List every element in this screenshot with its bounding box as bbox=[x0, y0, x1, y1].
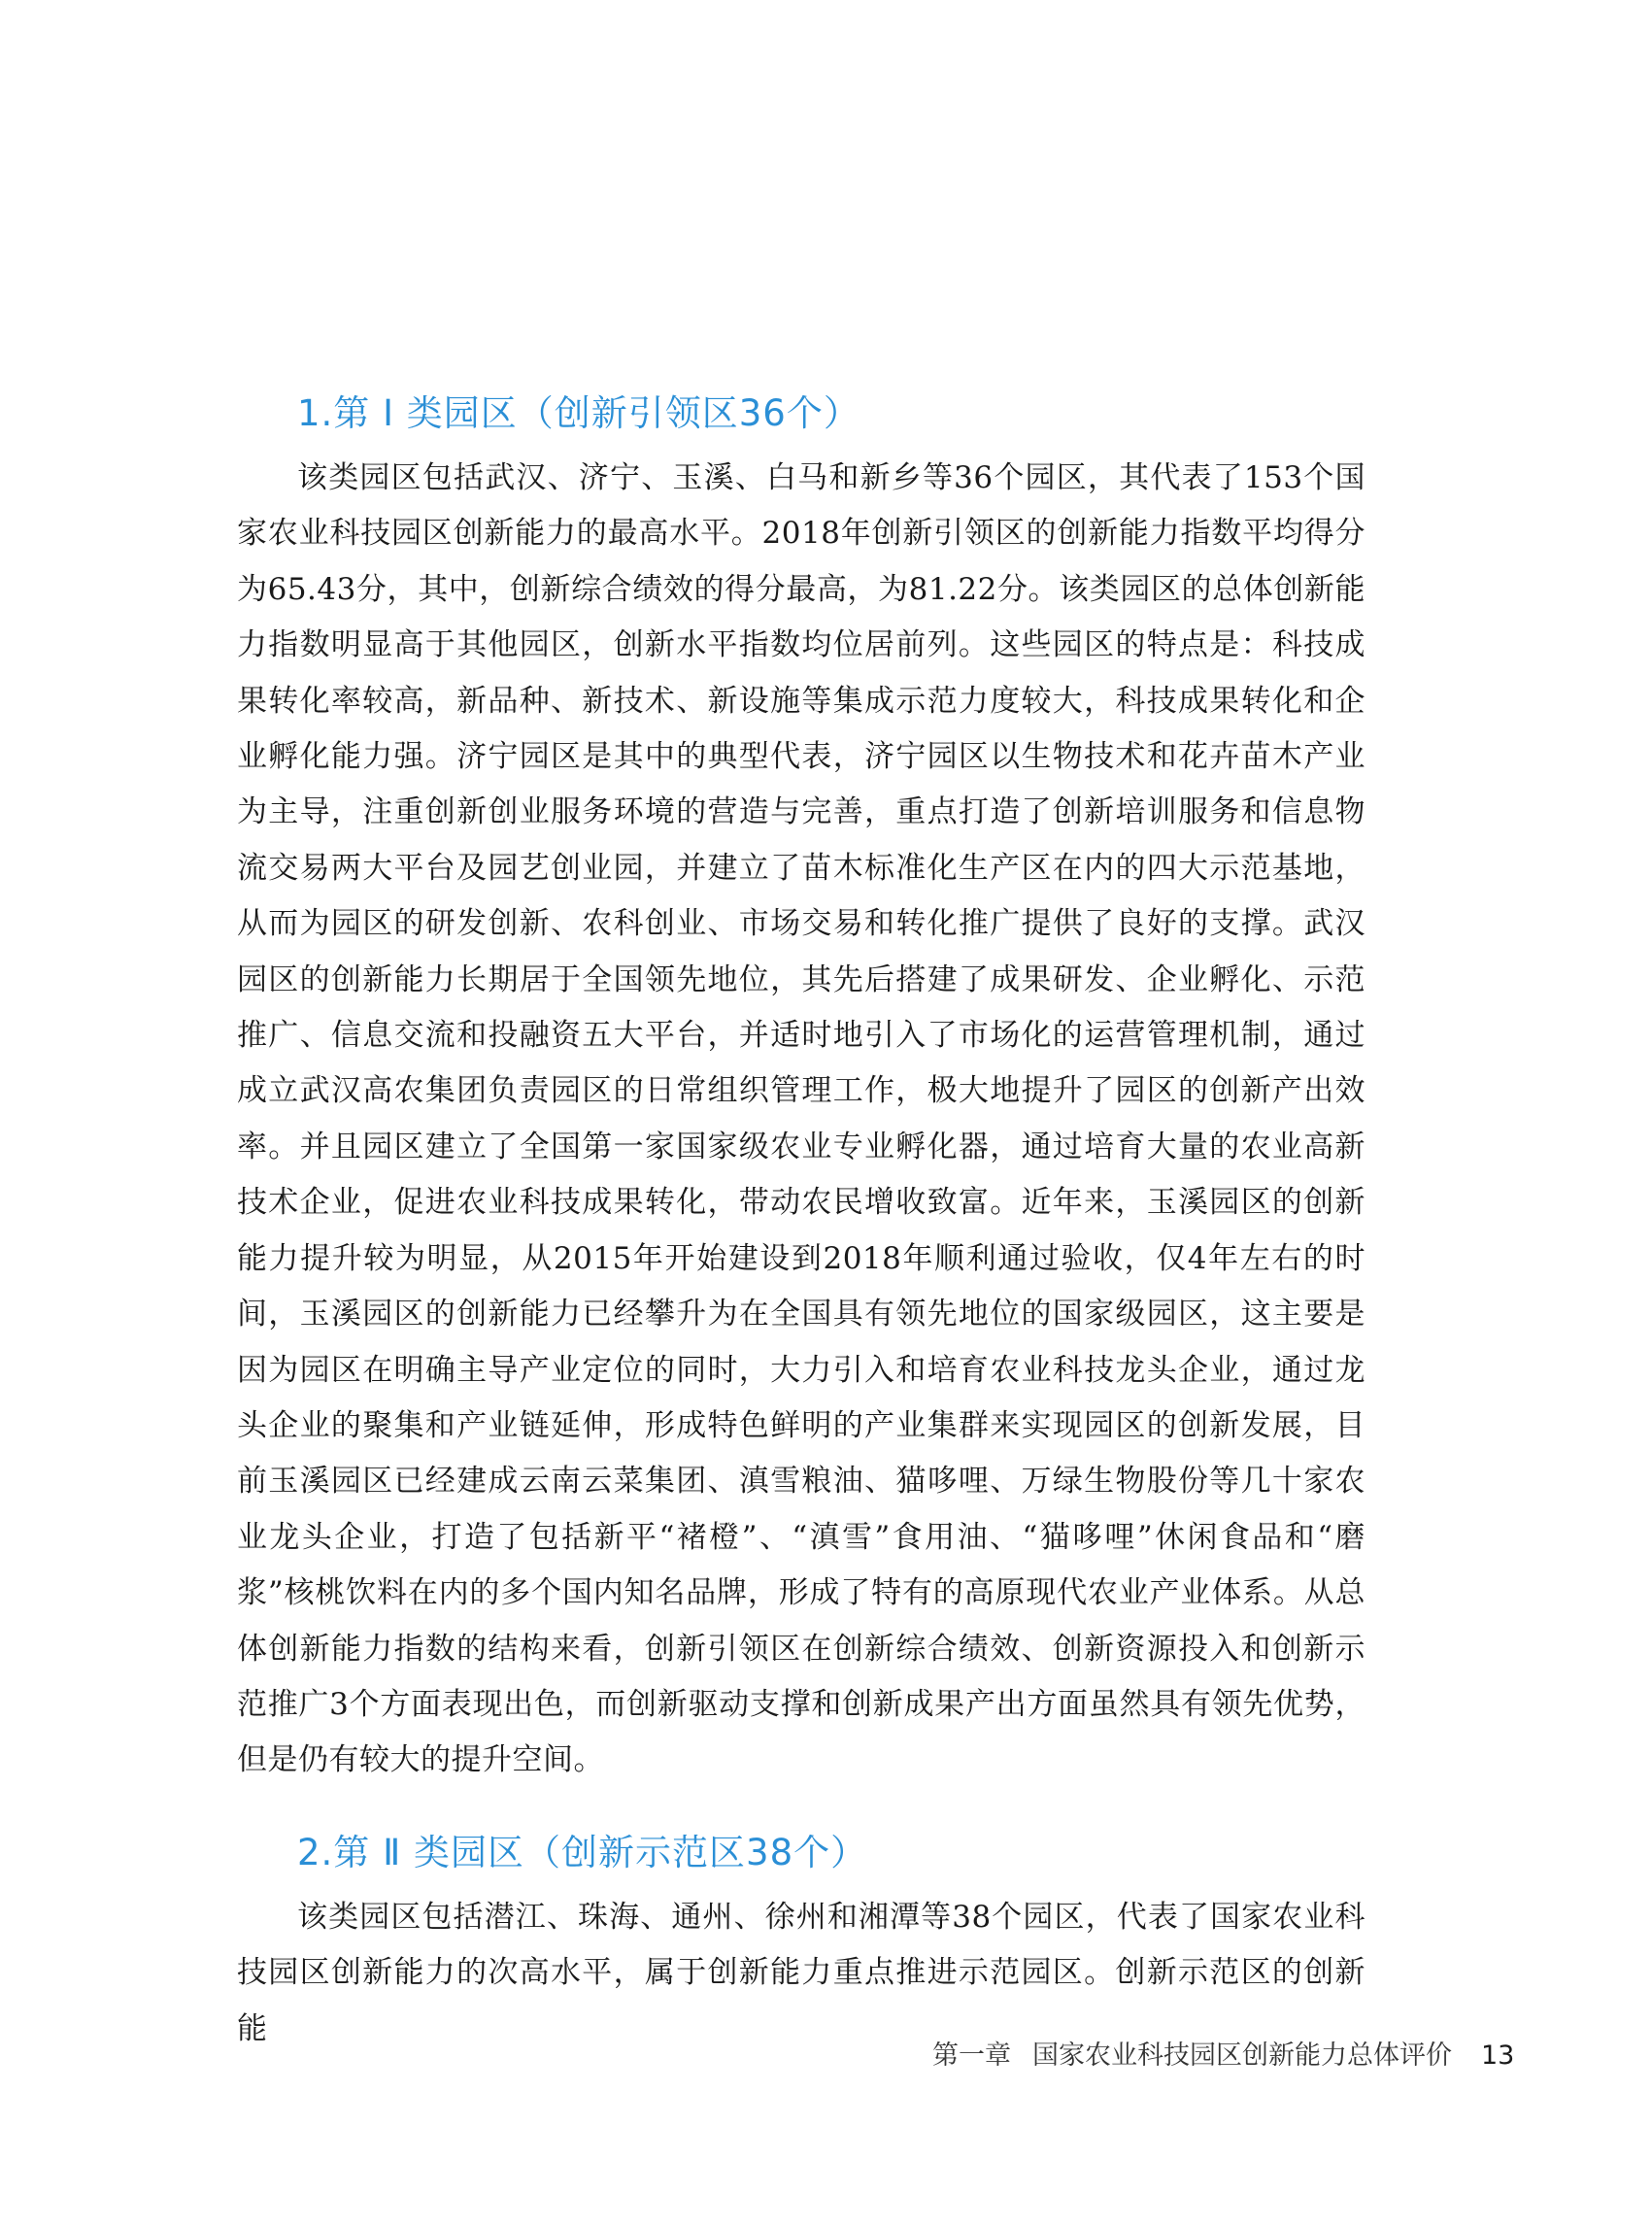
page-number: 13 bbox=[1481, 2040, 1515, 2071]
page-content bbox=[237, 387, 1365, 2057]
section-heading-2: 2.第 Ⅱ 类园区（创新示范区38个） bbox=[297, 1831, 868, 1873]
footer-title: 国家农业科技园区创新能力总体评价 bbox=[1032, 2040, 1452, 2071]
section-paragraph-1: 该类园区包括武汉、济宁、玉溪、白马和新乡等36个园区，其代表了153个国家农业科技园区创新能力的最高水平。2018年创新引领区的创新能力指数平均得分为65.43分，其中，创新综合绩效的得分最高，为81.22分。该类园区的总体创新能力指数明显高于其他园区，创新水平指数均位居前列。这些园区的特点是：科技成果转化率较高，新品种、新技术、新设施等集成示范力度较大，科技成果转化和企业孵化能力强。济宁园区是其中的典型代表，济宁园区以生物技术和花卉苗木产业为主导，注重创新创业服务环境的营造与完善，重点打造了创新培训服务和信息物流交易两大平台及园艺创业园，并建立了苗木标准化生产区在内的四大示范基地，从而为园区的研发创新、农科创业、市场交易和转化推广提供了良好的支撑。武汉园区的创新能力长期居于全国领先地位，其先后搭建了成果研发、企业孵化、示范推广、信息交流和投融资五大平台，并适时地引入了市场化的运营管理机制，通过成立武汉高农集团负责园区的日常组织管理工作，极大地提升了园区的创新产出效率。并且园区建立了全国第一家国家级农业专业孵化器，通过培育大量的农业高新技术企业，促进农业科技成果转化，带动农民增收致富。近年来，玉溪园区的创新能力提升较为明显，从2015年开始建设到2018年顺利通过验收，仅4年左右的时间，玉溪园区的创新能力已经攀升为在全国具有领先地位的国家级园区，这主要是因为园区在明确主导产业定位的同时，大力引入和培育农业科技龙头企业，通过龙头企业的聚集和产业链延伸，形成特色鲜明的产业集群来实现园区的创新发展，目前玉溪园区已经建成云南云菜集团、滇雪粮油、猫哆哩、万绿生物股份等几十家农业龙头企业，打造了包括新平“褚橙”、“滇雪”食用油、“猫哆哩”休闲食品和“磨浆”核桃饮料在内的多个国内知名品牌，形成了特有的高原现代农业产业体系。从总体创新能力指数的结构来看，创新引领区在创新综合绩效、创新资源投入和创新示范推广3个方面表现出色，而创新驱动支撑和创新成果产出方面虽然具有领先优势，但是仍有较大的提升空间。 bbox=[237, 460, 1365, 1778]
page-footer bbox=[932, 2034, 1514, 2072]
footer-chapter: 第一章 bbox=[932, 2040, 1011, 2071]
section-heading-1: 1.第 Ⅰ 类园区（创新引领区36个） bbox=[297, 392, 860, 434]
section-paragraph-2: 该类园区包括潜江、珠海、通州、徐州和湘潭等38个园区，代表了国家农业科技园区创新能力的次高水平，属于创新能力重点推进示范园区。创新示范区的创新能 bbox=[237, 1899, 1365, 2046]
